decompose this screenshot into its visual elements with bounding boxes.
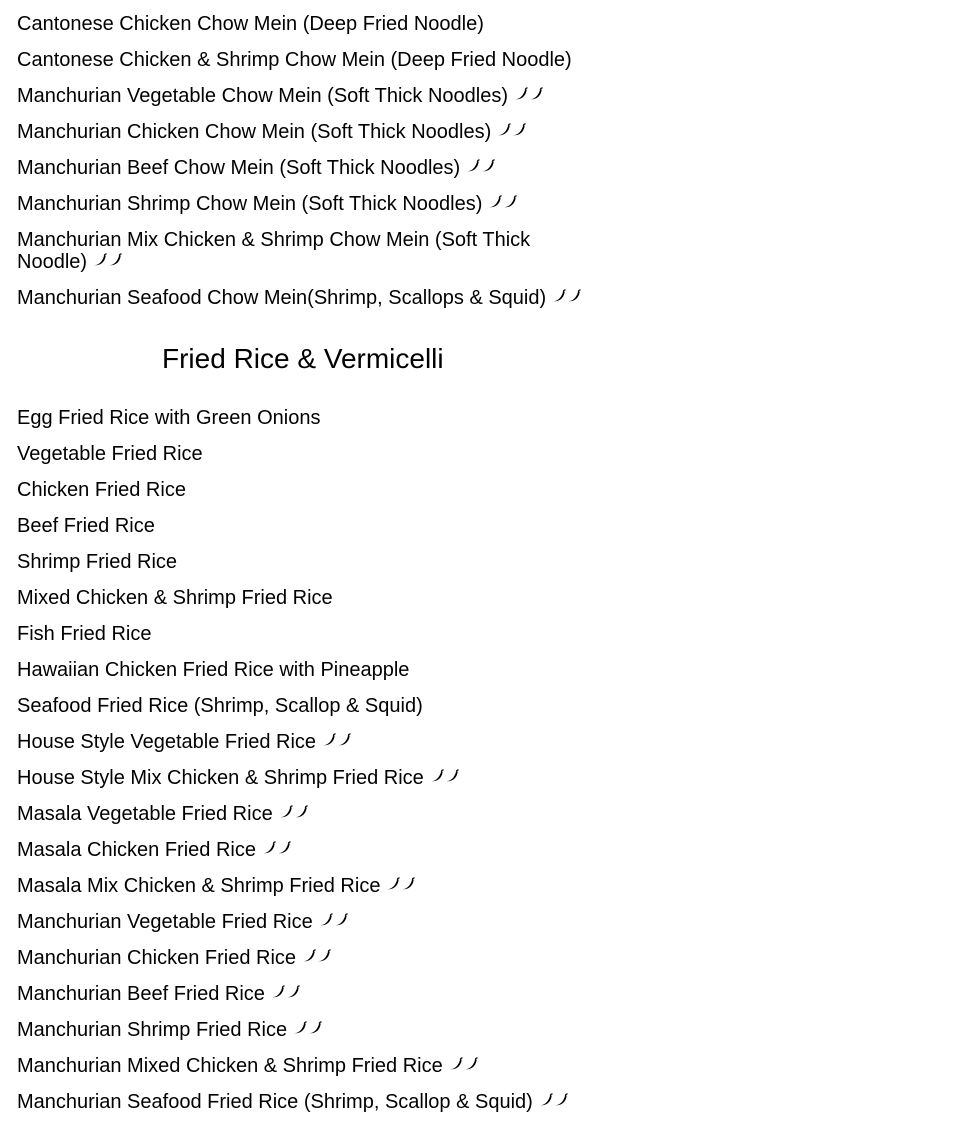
- chili-pepper-icon: [292, 1021, 322, 1035]
- menu-item: [17, 947, 587, 969]
- menu-item-name: Manchurian Beef Chow Mein (Soft Thick Noodles): [17, 157, 461, 179]
- menu-item: [17, 121, 587, 143]
- menu-item: [17, 695, 587, 717]
- menu-item-name: Fish Fried Rice: [17, 623, 152, 645]
- menu-item: [17, 1055, 587, 1077]
- section-title-fried-rice: Fried Rice & Vermicelli: [162, 343, 444, 374]
- menu-item: [17, 85, 587, 107]
- menu-item: [17, 551, 587, 573]
- chili-pepper-icon: [465, 159, 495, 173]
- menu-item: [17, 479, 587, 501]
- chili-pepper-icon: [301, 949, 331, 963]
- chili-pepper-icon: [92, 253, 122, 267]
- chili-pepper-icon: [278, 805, 308, 819]
- menu-item-name: Manchurian Beef Fried Rice: [17, 983, 265, 1005]
- menu-item: [17, 287, 587, 309]
- chili-pepper-icon: [487, 195, 517, 209]
- menu-item: [17, 229, 587, 273]
- menu-item-name: Masala Mix Chicken & Shrimp Fried Rice: [17, 875, 381, 897]
- menu-item-name: Manchurian Chicken Fried Rice: [17, 947, 297, 969]
- chow-mein-list: [17, 13, 587, 323]
- menu-item-name: House Style Mix Chicken & Shrimp Fried Rice: [17, 767, 424, 789]
- fried-rice-list: [17, 407, 587, 1127]
- chili-pepper-icon: [538, 1093, 568, 1107]
- menu-item: [17, 767, 587, 789]
- menu-item-name: Seafood Fried Rice (Shrimp, Scallop & Squid): [17, 695, 423, 717]
- chili-pepper-icon: [318, 913, 348, 927]
- menu-item: [17, 443, 587, 465]
- menu-item: [17, 623, 587, 645]
- menu-item-name: Manchurian Vegetable Chow Mein (Soft Thick Noodles): [17, 85, 508, 107]
- menu-item: [17, 407, 587, 429]
- menu-item: [17, 157, 587, 179]
- chili-pepper-icon: [448, 1057, 478, 1071]
- menu-item: [17, 803, 587, 825]
- menu-item-name: Mixed Chicken & Shrimp Fried Rice: [17, 587, 333, 609]
- menu-item-name: Masala Chicken Fried Rice: [17, 839, 256, 861]
- menu-item-name: Manchurian Chicken Chow Mein (Soft Thick Noodles): [17, 121, 492, 143]
- menu-item-name: Manchurian Mix Chicken & Shrimp Chow Mein (Soft Thick Noodle): [17, 229, 531, 273]
- menu-item: [17, 13, 587, 35]
- menu-item-name: Vegetable Fried Rice: [17, 443, 203, 465]
- menu-item: [17, 1019, 587, 1041]
- menu-item-name: Manchurian Shrimp Fried Rice: [17, 1019, 288, 1041]
- menu-item: [17, 193, 587, 215]
- chili-pepper-icon: [321, 733, 351, 747]
- chili-pepper-icon: [270, 985, 300, 999]
- menu-item-name: Egg Fried Rice with Green Onions: [17, 407, 321, 429]
- menu-item-name: Manchurian Seafood Fried Rice (Shrimp, Scallop & Squid): [17, 1091, 533, 1113]
- chili-pepper-icon: [496, 123, 526, 137]
- menu-item-name: Cantonese Chicken & Shrimp Chow Mein (Deep Fried Noodle): [17, 49, 572, 71]
- menu-item: [17, 1091, 587, 1113]
- chili-pepper-icon: [261, 841, 291, 855]
- chili-pepper-icon: [551, 289, 581, 303]
- menu-item-name: House Style Vegetable Fried Rice: [17, 731, 317, 753]
- menu-item: [17, 659, 587, 681]
- menu-item: [17, 839, 587, 861]
- menu-item-name: Chicken Fried Rice: [17, 479, 186, 501]
- menu-item-name: Beef Fried Rice: [17, 515, 155, 537]
- menu-item-name: Hawaiian Chicken Fried Rice with Pineapple: [17, 659, 410, 681]
- menu-item-name: Manchurian Shrimp Chow Mein (Soft Thick Noodles): [17, 193, 483, 215]
- menu-item-name: Manchurian Vegetable Fried Rice: [17, 911, 313, 933]
- menu-item-name: Manchurian Mixed Chicken & Shrimp Fried Rice: [17, 1055, 443, 1077]
- menu-item: [17, 875, 587, 897]
- chili-pepper-icon: [513, 87, 543, 101]
- chili-pepper-icon: [429, 769, 459, 783]
- menu-item-name: Masala Vegetable Fried Rice: [17, 803, 273, 825]
- menu-item-name: Manchurian Seafood Chow Mein(Shrimp, Scallops & Squid): [17, 287, 547, 309]
- menu-item: [17, 49, 587, 71]
- menu-item: [17, 983, 587, 1005]
- menu-item: [17, 515, 587, 537]
- menu-item: [17, 587, 587, 609]
- menu-item: [17, 731, 587, 753]
- menu-item: [17, 911, 587, 933]
- chili-pepper-icon: [385, 877, 415, 891]
- menu-item-name: Cantonese Chicken Chow Mein (Deep Fried Noodle): [17, 13, 484, 35]
- menu-item-name: Shrimp Fried Rice: [17, 551, 178, 573]
